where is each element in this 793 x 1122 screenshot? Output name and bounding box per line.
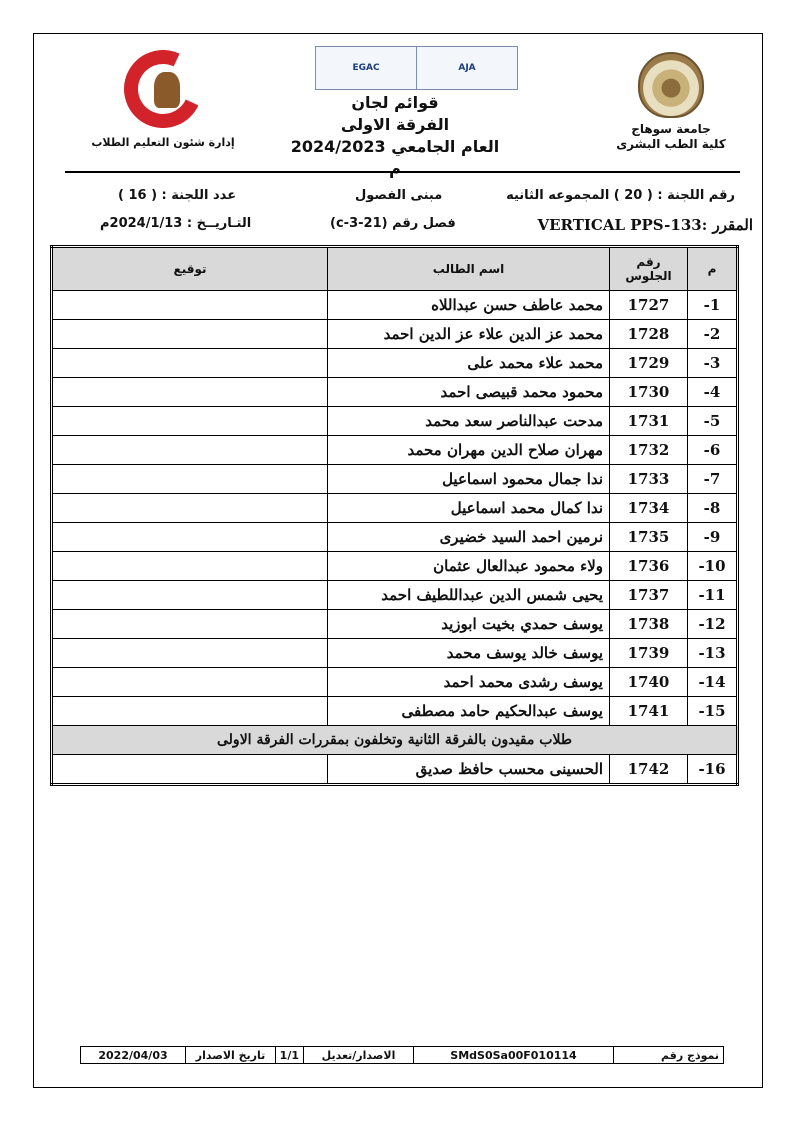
row-index: -2 — [688, 320, 738, 349]
seat-number: 1739 — [610, 639, 688, 668]
table-row — [52, 349, 738, 378]
academic-year: العام الجامعي 2024/2023 م — [290, 137, 500, 178]
seat-number: 1741 — [610, 697, 688, 726]
row-index: -3 — [688, 349, 738, 378]
signature-cell[interactable] — [52, 465, 328, 494]
signature-cell[interactable] — [52, 320, 328, 349]
student-name: ندا كمال محمد اسماعيل — [328, 494, 610, 523]
table-row — [52, 291, 738, 320]
student-name: مهران صلاح الدين مهران محمد — [328, 436, 610, 465]
seat-number: 1738 — [610, 610, 688, 639]
table-row — [52, 639, 738, 668]
faculty-logo-block — [88, 50, 238, 149]
committee-number: رقم اللجنة : ( 20 ) المجموعه الثانيه — [506, 188, 735, 203]
aja-badge: AJA — [458, 63, 476, 73]
signature-cell[interactable] — [52, 668, 328, 697]
table-row — [52, 697, 738, 726]
building: مبنى الفصول — [355, 188, 443, 203]
student-name: محمد عاطف حسن عبداللاه — [328, 291, 610, 320]
egac-badge: EGAC — [316, 47, 417, 89]
student-name: ندا جمال محمود اسماعيل — [328, 465, 610, 494]
header-name: اسم الطالب — [328, 247, 610, 291]
seat-number: 1730 — [610, 378, 688, 407]
row-index: -7 — [688, 465, 738, 494]
header-signature: توقيع — [52, 247, 328, 291]
section-row — [52, 726, 738, 755]
row-index: -16 — [688, 755, 738, 785]
signature-cell[interactable] — [52, 581, 328, 610]
signature-cell[interactable] — [52, 494, 328, 523]
row-index: -12 — [688, 610, 738, 639]
seat-number: 1727 — [610, 291, 688, 320]
section-label: طلاب مقيدون بالفرقة الثانية وتخلفون بمقررات الفرقة الاولى — [52, 726, 738, 755]
student-name: يوسف رشدى محمد احمد — [328, 668, 610, 697]
seat-number: 1728 — [610, 320, 688, 349]
table-row — [52, 523, 738, 552]
row-index: -8 — [688, 494, 738, 523]
signature-cell[interactable] — [52, 697, 328, 726]
document-title — [290, 92, 500, 180]
seat-number: 1736 — [610, 552, 688, 581]
student-name: يوسف حمدي بخيت ابوزيد — [328, 610, 610, 639]
student-name: ولاء محمود عبدالعال عثمان — [328, 552, 610, 581]
table-row — [52, 494, 738, 523]
year-group: الفرقة الاولى — [340, 115, 450, 134]
row-index: -6 — [688, 436, 738, 465]
signature-cell[interactable] — [52, 610, 328, 639]
signature-cell[interactable] — [52, 291, 328, 320]
university-crest-icon — [638, 52, 704, 118]
table-row — [52, 668, 738, 697]
table-row — [52, 378, 738, 407]
department-name: إدارة شئون التعليم الطلاب — [91, 136, 235, 149]
seat-number: 1733 — [610, 465, 688, 494]
seat-number: 1735 — [610, 523, 688, 552]
seat-number: 1732 — [610, 436, 688, 465]
table-row — [52, 552, 738, 581]
signature-cell[interactable] — [52, 552, 328, 581]
table-row — [52, 581, 738, 610]
student-name: محمد عز الدين علاء عز الدين احمد — [328, 320, 610, 349]
university-block — [611, 52, 731, 152]
student-name: الحسينى محسب حافظ صديق — [328, 755, 610, 785]
exam-date: التـاريــخ : 2024/1/13م — [100, 216, 252, 231]
signature-cell[interactable] — [52, 523, 328, 552]
seat-number: 1737 — [610, 581, 688, 610]
row-index: -4 — [688, 378, 738, 407]
student-name: مدحت عبدالناصر سعد محمد — [328, 407, 610, 436]
table-row — [52, 465, 738, 494]
row-index: -10 — [688, 552, 738, 581]
row-index: -9 — [688, 523, 738, 552]
footer-row — [81, 1047, 724, 1064]
committee-count: عدد اللجنة : ( 16 ) — [118, 188, 237, 203]
version-label: الاصدار/تعديل — [304, 1047, 414, 1064]
student-name: يوسف خالد يوسف محمد — [328, 639, 610, 668]
seat-number: 1742 — [610, 755, 688, 785]
row-index: -11 — [688, 581, 738, 610]
university-name: جامعة سوهاج — [631, 122, 711, 136]
header-divider — [65, 171, 740, 173]
student-roster-table — [50, 245, 739, 786]
signature-cell[interactable] — [52, 378, 328, 407]
header-index: م — [688, 247, 738, 291]
signature-cell[interactable] — [52, 639, 328, 668]
row-index: -5 — [688, 407, 738, 436]
table-row — [52, 755, 738, 785]
form-label: نموذج رقم — [614, 1047, 724, 1064]
header-seat: رقم الجلوس — [610, 247, 688, 291]
table-row — [52, 320, 738, 349]
seat-number: 1729 — [610, 349, 688, 378]
student-name: محمد علاء محمد على — [328, 349, 610, 378]
table-row — [52, 436, 738, 465]
faculty-name: كلية الطب البشرى — [616, 137, 726, 151]
student-name: نرمين احمد السيد خضيرى — [328, 523, 610, 552]
signature-cell[interactable] — [52, 436, 328, 465]
issue-label: تاريخ الاصدار — [186, 1047, 276, 1064]
seat-number: 1731 — [610, 407, 688, 436]
table-header-row — [52, 247, 738, 291]
row-index: -15 — [688, 697, 738, 726]
table-row — [52, 610, 738, 639]
certification-badges — [315, 46, 518, 90]
table-row — [52, 407, 738, 436]
seat-number: 1734 — [610, 494, 688, 523]
signature-cell[interactable] — [52, 755, 328, 785]
form-code: SMdS0Sa00F010114 — [414, 1047, 614, 1064]
seat-number: 1740 — [610, 668, 688, 697]
student-name: محمود محمد قبيصى احمد — [328, 378, 610, 407]
version-value: 1/1 — [276, 1047, 304, 1064]
issue-date: 2022/04/03 — [81, 1047, 186, 1064]
student-name: يوسف عبدالحكيم حامد مصطفى — [328, 697, 610, 726]
form-footer — [80, 1046, 724, 1064]
row-index: -14 — [688, 668, 738, 697]
signature-cell[interactable] — [52, 407, 328, 436]
classroom: فصل رقم (21-3-c) — [330, 216, 456, 231]
signature-cell[interactable] — [52, 349, 328, 378]
title-line: قوائم لجان — [351, 93, 439, 112]
row-index: -1 — [688, 291, 738, 320]
row-index: -13 — [688, 639, 738, 668]
student-name: يحيى شمس الدين عبداللطيف احمد — [328, 581, 610, 610]
course-code: المقرر :VERTICAL PPS-133 — [537, 216, 753, 234]
medicine-logo-icon — [124, 50, 202, 128]
